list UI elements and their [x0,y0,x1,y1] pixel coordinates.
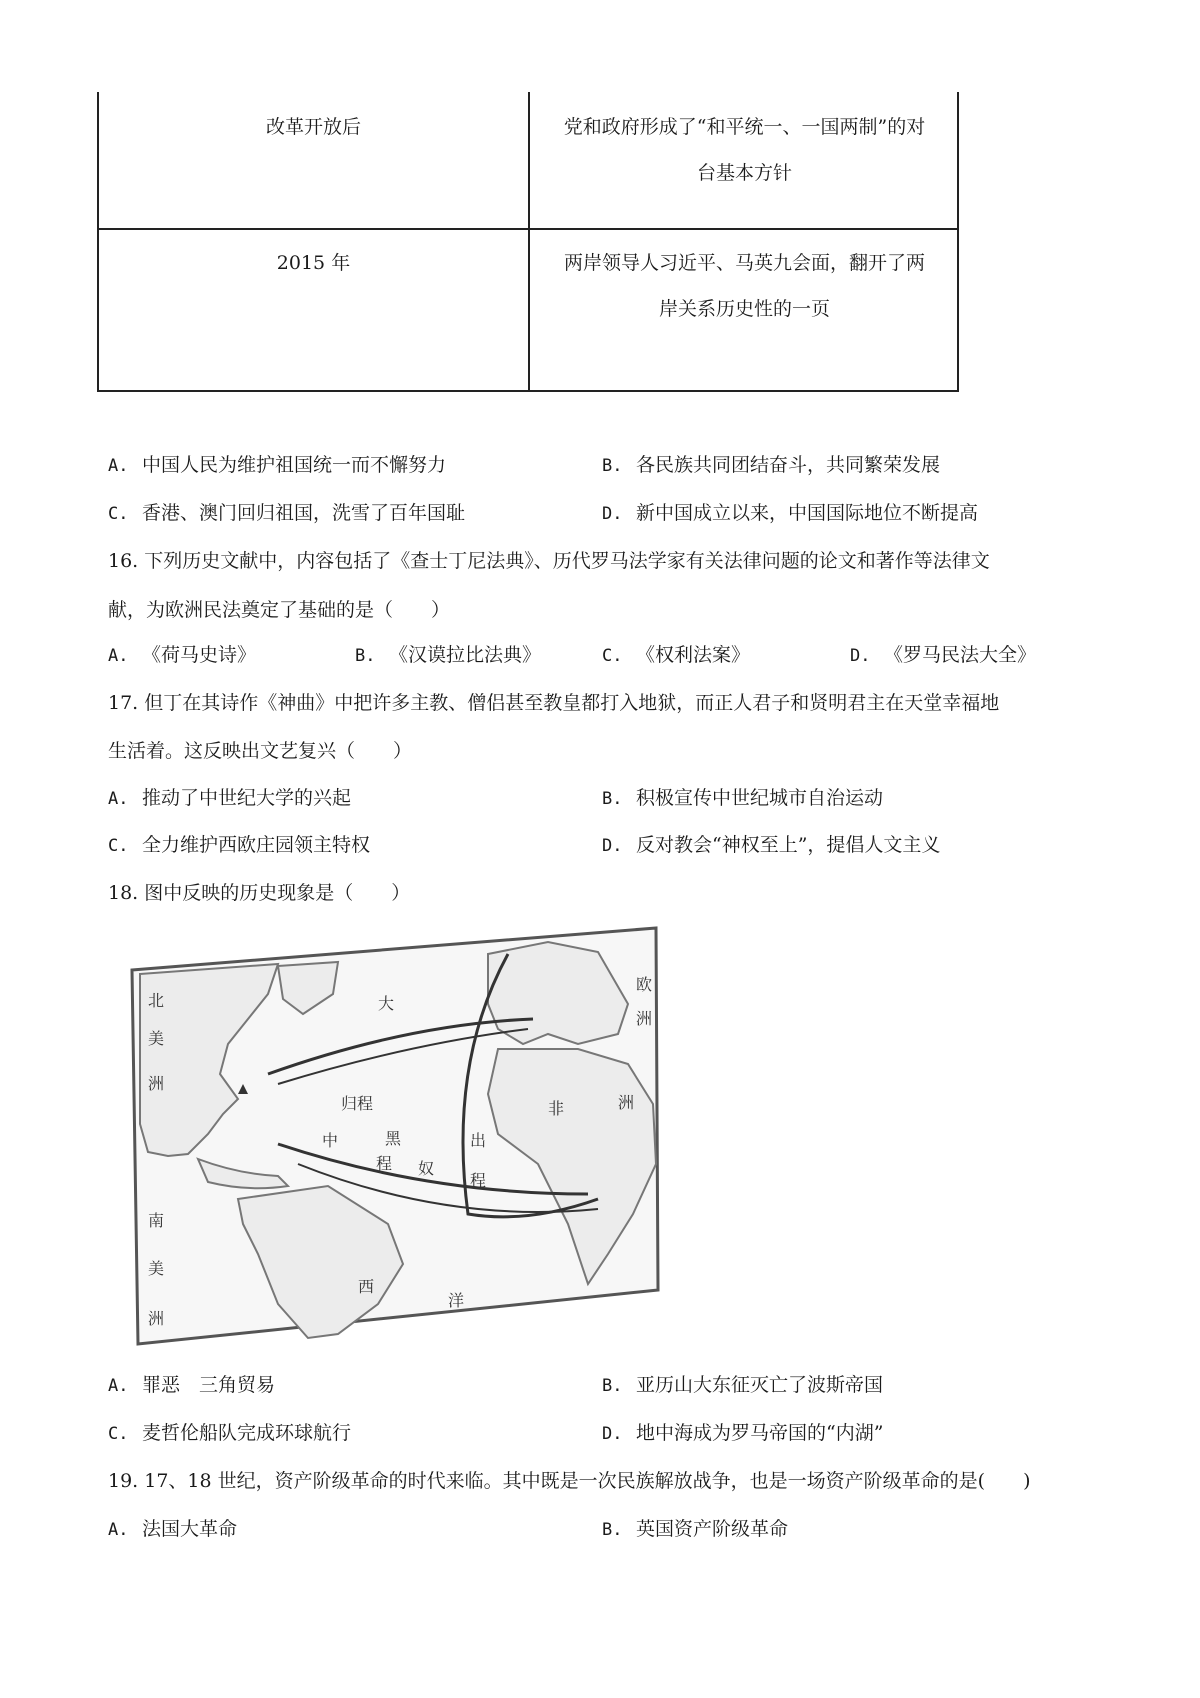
q18-option-c[interactable] [108,1420,351,1447]
option-text: 香港、澳门回归祖国，洗雪了百年国耻 [142,502,466,524]
event-text-line1: 两岸领导人习近平、马英九会面，翻开了两 [563,252,925,274]
map-label-south-america-2: 美 [148,1261,165,1278]
option-key: D. [602,504,623,524]
q18-option-d[interactable] [602,1420,883,1447]
q17-option-c[interactable] [108,832,370,859]
map-label-middle-route-1: 中 [322,1133,339,1150]
map-label-middle-route-2: 程 [376,1156,393,1173]
option-key: B. [602,789,623,809]
option-key: D. [850,646,871,666]
option-text: 积极宣传中世纪城市自治运动 [636,787,884,809]
option-key: C. [108,1424,129,1444]
map-label-slaves-1: 黑 [385,1131,402,1148]
q19-option-b[interactable] [602,1516,788,1543]
option-text: 中国人民为维护祖国统一而不懈努力 [142,454,447,476]
option-text: 推动了中世纪大学的兴起 [142,787,352,809]
option-text: 英国资产阶级革命 [636,1518,789,1540]
map-label-africa-2: 洲 [618,1095,635,1112]
map-label-north-america-2: 美 [148,1031,165,1048]
map-label-atlantic-3: 洋 [448,1293,465,1310]
period-text: 改革开放后 [265,116,361,138]
option-key: C. [108,504,129,524]
option-text: 各民族共同团结奋斗，共同繁荣发展 [636,454,941,476]
q17-option-a[interactable] [108,785,351,812]
event-text-line2: 岸关系历史性的一页 [658,298,830,320]
option-key: B. [602,1520,623,1540]
option-text: 《汉谟拉比法典》 [389,644,542,666]
q15-option-a[interactable] [108,452,446,479]
map-label-south-america-1: 南 [148,1213,165,1230]
table-cell-event [530,92,959,196]
option-text: 新中国成立以来，中国国际地位不断提高 [636,502,979,524]
option-text: 法国大革命 [142,1518,238,1540]
option-key: D. [602,1424,623,1444]
table-row [99,230,957,390]
q18-option-a[interactable] [108,1372,275,1399]
period-text: 2015 年 [276,252,351,274]
triangular-trade-map [128,924,662,1352]
option-key: A. [108,789,129,809]
q16-option-c[interactable] [602,642,750,669]
map-label-atlantic-2: 西 [358,1279,375,1296]
map-label-return-route: 归程 [341,1096,374,1113]
option-text: 《权利法案》 [636,644,751,666]
map-label-south-america-3: 洲 [148,1311,165,1328]
option-key: B. [602,456,623,476]
map-label-europe-2: 洲 [636,1011,653,1028]
option-key: C. [108,836,129,856]
table-cell-event [530,230,959,332]
map-label-north-america-1: 北 [148,993,165,1010]
q17-option-b[interactable] [602,785,883,812]
option-text: 麦哲伦船队完成环球航行 [142,1422,352,1444]
q18-stem-line1: 18. 图中反映的历史现象是（ ） [108,882,411,904]
map-label-atlantic-1: 大 [378,996,395,1013]
table-cell-period [99,92,528,150]
option-key: B. [355,646,376,666]
q17-stem-line1: 17. 但丁在其诗作《神曲》中把许多主教、僧侣甚至教皇都打入地狱，而正人君子和贤明君主在天堂幸福地 [108,692,1000,714]
event-text-line2: 台基本方针 [696,162,792,184]
option-key: A. [108,456,129,476]
option-key: A. [108,1376,129,1396]
q16-option-a[interactable] [108,642,256,669]
option-text: 罪恶 三角贸易 [142,1374,276,1396]
q15-option-b[interactable] [602,452,940,479]
option-text: 《罗马民法大全》 [884,644,1037,666]
option-text: 地中海成为罗马帝国的“内湖” [636,1422,884,1444]
q19-stem-line1: 19. 17、18 世纪，资产阶级革命的时代来临。其中既是一次民族解放战争，也是一场资产阶级革命的是( ) [108,1470,1031,1492]
map-label-africa-1: 非 [548,1101,565,1118]
map-label-outbound-route-1: 出 [470,1133,487,1150]
q18-option-b[interactable] [602,1372,883,1399]
option-key: C. [602,646,623,666]
map-label-north-america-3: 洲 [148,1076,165,1093]
option-key: B. [602,1376,623,1396]
map-label-europe-1: 欧 [636,977,653,994]
option-text: 《荷马史诗》 [142,644,257,666]
option-key: A. [108,1520,129,1540]
q16-stem-line2: 献，为欧洲民法奠定了基础的是（ ） [108,599,451,621]
event-text-line1: 党和政府形成了“和平统一、一国两制”的对 [563,116,926,138]
map-label-slaves-2: 奴 [418,1161,435,1178]
option-text: 反对教会“神权至上”，提倡人文主义 [636,834,941,856]
q17-option-d[interactable] [602,832,940,859]
table-row [99,92,957,230]
option-text: 亚历山大东征灭亡了波斯帝国 [636,1374,884,1396]
q16-stem-line1: 16. 下列历史文献中，内容包括了《查士丁尼法典》、历代罗马法学家有关法律问题的论文和著作等法律文 [108,550,990,572]
q16-option-b[interactable] [355,642,541,669]
table-cell-period [99,230,528,286]
q19-option-a[interactable] [108,1516,237,1543]
map-label-outbound-route-2: 程 [470,1173,487,1190]
q15-option-c[interactable] [108,500,465,527]
q15-option-d[interactable] [602,500,978,527]
q17-stem-line2: 生活着。这反映出文艺复兴（ ） [108,740,413,762]
option-key: A. [108,646,129,666]
history-table [97,92,959,392]
option-text: 全力维护西欧庄园领主特权 [142,834,371,856]
option-key: D. [602,836,623,856]
q16-option-d[interactable] [850,642,1036,669]
